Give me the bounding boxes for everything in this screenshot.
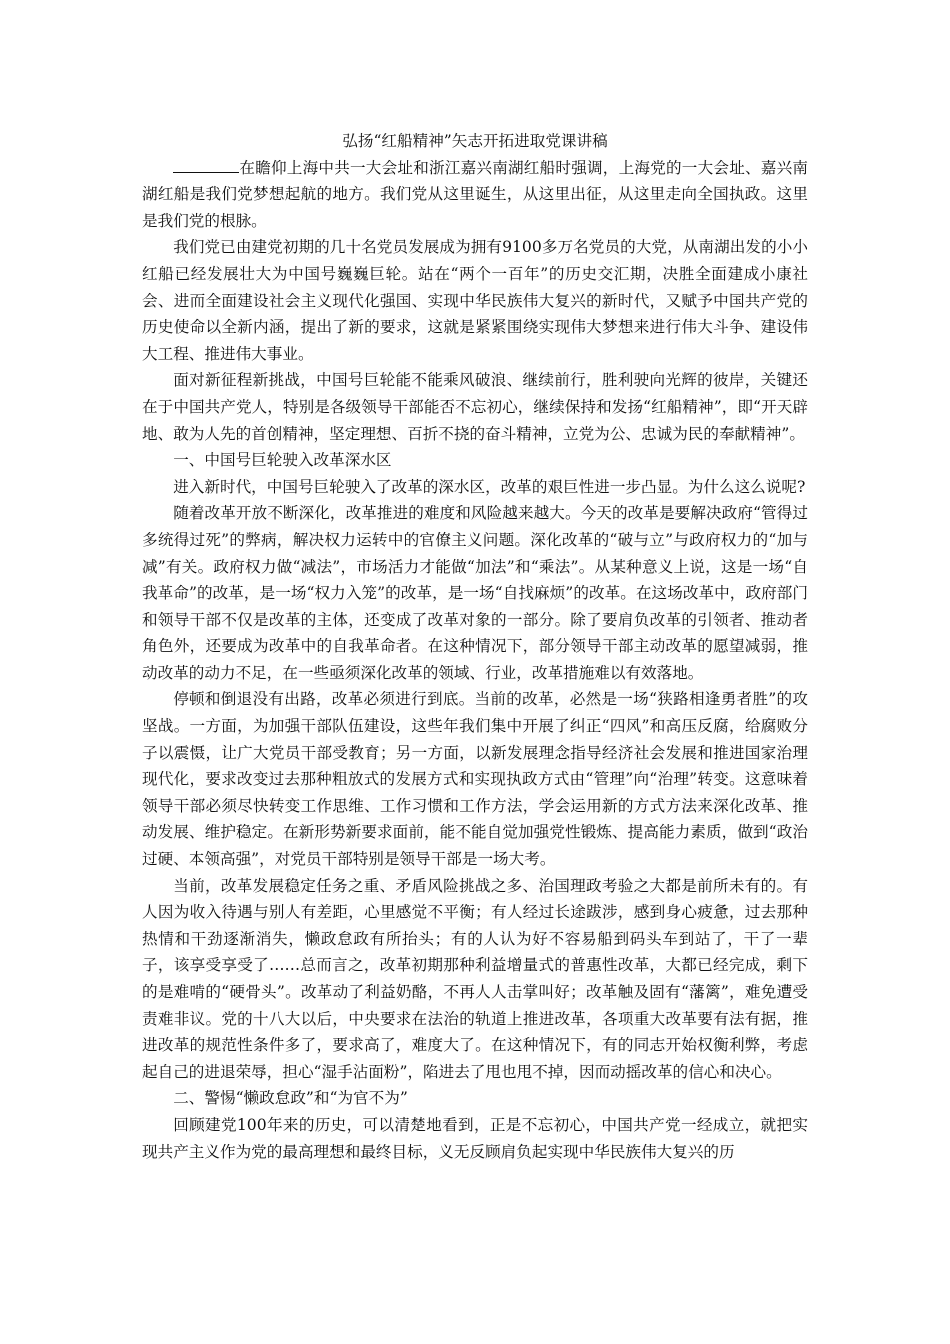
- paragraph: 回顾建党100年来的历史，可以清楚地看到，正是不忘初心，中国共产党一经成立，就把实现共产主义作为党的最高理想和最终目标，义无反顾肩负起实现中华民族伟大复兴的历: [142, 1115, 808, 1161]
- section-heading: 二、警惕“懒政怠政”和“为官不为”: [173, 1089, 408, 1108]
- paragraph-intro: [142, 155, 808, 235]
- paragraph: 停顿和倒退没有出路，改革必须进行到底。当前的改革，必然是一场“狭路相逢勇者胜”的攻坚战。一方面，为加强干部队伍建设，这些年我们集中开展了纠正“四风”和高压反腐，给腐败分子以震慑，让广大党员干部受教育；另一方面，以新发展理念指导经济社会发展和推进国家治理现代化，要求改变过去那种粗放式的发展方式和实现执政方式由“管理”向“治理”转变。这意味着领导干部必须尽快转变工作思维、工作习惯和工作方法，学会运用新的方式方法来深化改革、推动发展、维护稳定。在新形势新要求面前，能不能自觉加强党性锻炼、提高能力素质，做到“政治过硬、本领高强”，对党员干部特别是领导干部是一场大考。: [142, 690, 808, 869]
- paragraph-text: 在瞻仰上海中共一大会址和浙江嘉兴南湖红船时强调，上海党的一大会址、嘉兴南湖红船是我们党梦想起航的地方。我们党从这里诞生，从这里出征，从这里走向全国执政。这里是我们党的根脉。: [142, 158, 808, 230]
- document-page: [142, 128, 808, 1165]
- paragraph: 当前，改革发展稳定任务之重、矛盾风险挑战之多、治国理政考验之大都是前所未有的。有人因为收入待遇与别人有差距，心里感觉不平衡；有人经过长途跋涉，感到身心疲惫，过去那种热情和干劲逐渐消失，懒政怠政有所抬头；有的人认为好不容易船到码头车到站了，干了一辈子，该享受享受了……总而言之，改革初期那种利益增量式的普惠性改革，大都已经完成，剩下的是难啃的“硬骨头”。改革动了利益奶酪，不再人人击掌叫好；改革触及固有“藩篱”，难免遭受责难非议。党的十八大以后，中央要求在法治的轨道上推进改革，各项重大改革要有法有据，推进改革的规范性条件多了，要求高了，难度大了。在这种情况下，有的同志开始权衡利弊，考虑起自己的进退荣辱，担心“湿手沾面粉”，陷进去了甩也甩不掉，因而动摇改革的信心和决心。: [142, 876, 808, 1081]
- document-title: 弘扬“红船精神”矢志开拓进取党课讲稿: [342, 132, 608, 150]
- section-heading: 一、中国号巨轮驶入改革深水区: [173, 451, 392, 470]
- paragraph: 进入新时代，中国号巨轮驶入了改革的深水区，改革的艰巨性进一步凸显。为什么这么说呢?: [173, 477, 806, 496]
- name-blank: [173, 156, 239, 173]
- paragraph: 我们党已由建党初期的几十名党员发展成为拥有9100多万名党员的大党，从南湖出发的小小红船已经发展壮大为中国号巍巍巨轮。站在“两个一百年”的历史交汇期，决胜全面建成小康社会、进而全面建设社会主义现代化强国、实现中华民族伟大复兴的新时代，又赋予中国共产党的历史使命以全新内涵，提出了新的要求，这就是紧紧围绕实现伟大梦想来进行伟大斗争、建设伟大工程、推进伟大事业。: [142, 238, 808, 363]
- paragraph: 随着改革开放不断深化，改革推进的难度和风险越来越大。今天的改革是要解决政府“管得过多统得过死”的弊病，解决权力运转中的官僚主义问题。深化改革的“破与立”与政府权力的“加与减”有关。政府权力做“减法”，市场活力才能做“加法”和“乘法”。从某种意义上说，这是一场“自我革命”的改革，是一场“权力入笼”的改革，是一场“自找麻烦”的改革。在这场改革中，政府部门和领导干部不仅是改革的主体，还变成了改革对象的一部分。除了要肩负改革的引领者、推动者角色外，还要成为改革中的自我革命者。在这种情况下，部分领导干部主动改革的愿望减弱，推动改革的动力不足，在一些亟须深化改革的领域、行业，改革措施难以有效落地。: [142, 504, 808, 682]
- paragraph: 面对新征程新挑战，中国号巨轮能不能乘风破浪、继续前行，胜利驶向光辉的彼岸，关键还在于中国共产党人，特别是各级领导干部能否不忘初心，继续保持和发扬“红船精神”，即“开天辟地、敢为人先的首创精神，坚定理想、百折不挠的奋斗精神，立党为公、忠诚为民的奉献精神”。: [142, 371, 808, 443]
